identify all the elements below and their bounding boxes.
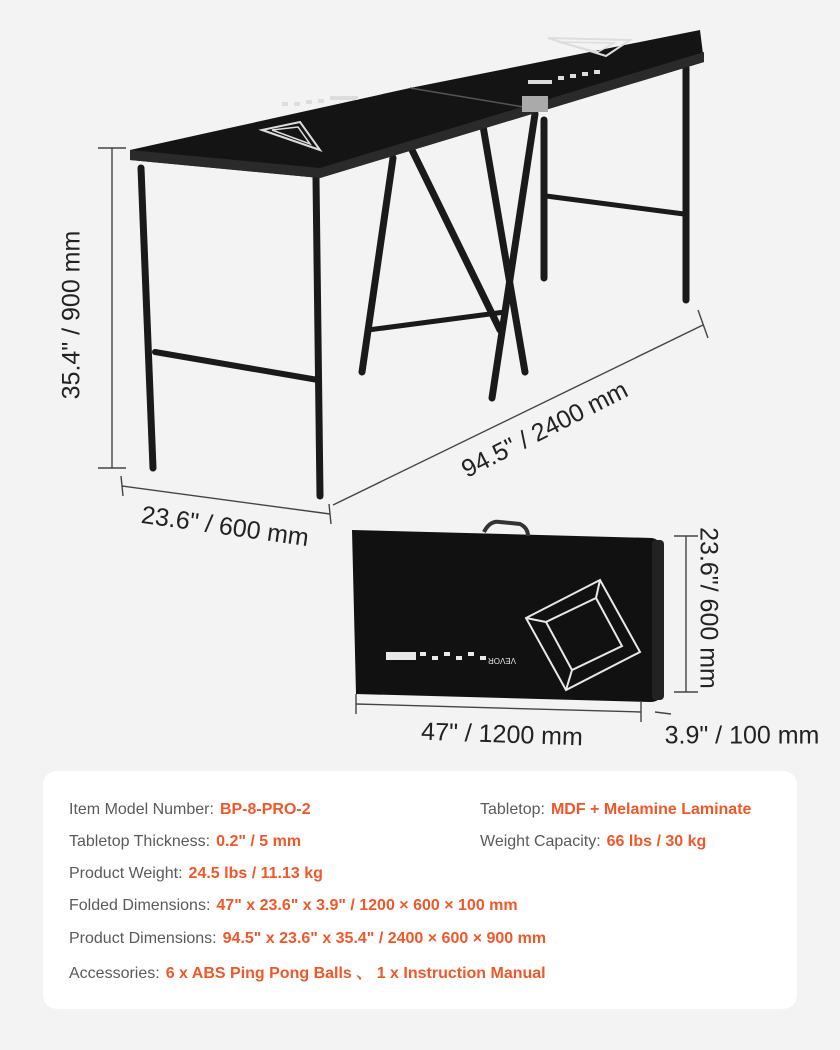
folded-width-label: 47" / 1200 mm [420,717,584,752]
spec-model [69,801,311,819]
folded-height-label: 23.6"/ 600 mm [694,527,723,689]
spec-value: 0.2" / 5 mm [216,833,302,850]
spec-value: BP-8-PRO-2 [219,801,311,818]
folded-width-line [356,704,641,712]
spec-value: MDF + Melamine Laminate [550,801,752,818]
spec-label: Product Weight: [69,865,183,882]
spec-label: Weight Capacity: [480,833,601,850]
spec-weight [69,865,323,883]
length-dimension-line [333,325,703,505]
brand-mark: VEVOR [487,656,516,665]
spec-product [69,930,546,948]
depth-label: 23.6" / 600 mm [139,500,311,553]
spec-tabletop [480,801,751,819]
spec-value: 47" x 23.6" x 3.9" / 1200 × 600 × 100 mm [216,897,518,914]
spec-value: 94.5" x 23.6" x 35.4" / 2400 × 600 × 900 mm [222,930,547,947]
spec-value: 66 lbs / 30 kg [606,833,707,850]
spec-label: Item Model Number: [69,801,214,818]
spec-accessories [69,960,546,983]
spec-value: 6 x ABS Ping Pong Balls 、 1 x Instruction Manual [165,965,546,982]
spec-label: Tabletop Thickness: [69,833,211,850]
spec-value: 24.5 lbs / 11.13 kg [188,865,323,882]
spec-folded [69,897,518,915]
spec-label: Accessories: [69,965,160,982]
length-label: 94.5" / 2400 mm [457,375,633,484]
spec-capacity [480,833,706,851]
hinge-icon [522,96,548,112]
folded-thickness-line [655,712,671,714]
spec-label: Folded Dimensions: [69,897,211,914]
folded-thickness-label: 3.9" / 100 mm [664,721,820,750]
height-label: 35.4" / 900 mm [57,230,86,400]
spec-card [43,771,797,1009]
folded-case [352,522,664,702]
spec-label: Product Dimensions: [69,930,217,947]
spec-label: Tabletop: [480,801,545,818]
spec-thickness [69,833,301,851]
